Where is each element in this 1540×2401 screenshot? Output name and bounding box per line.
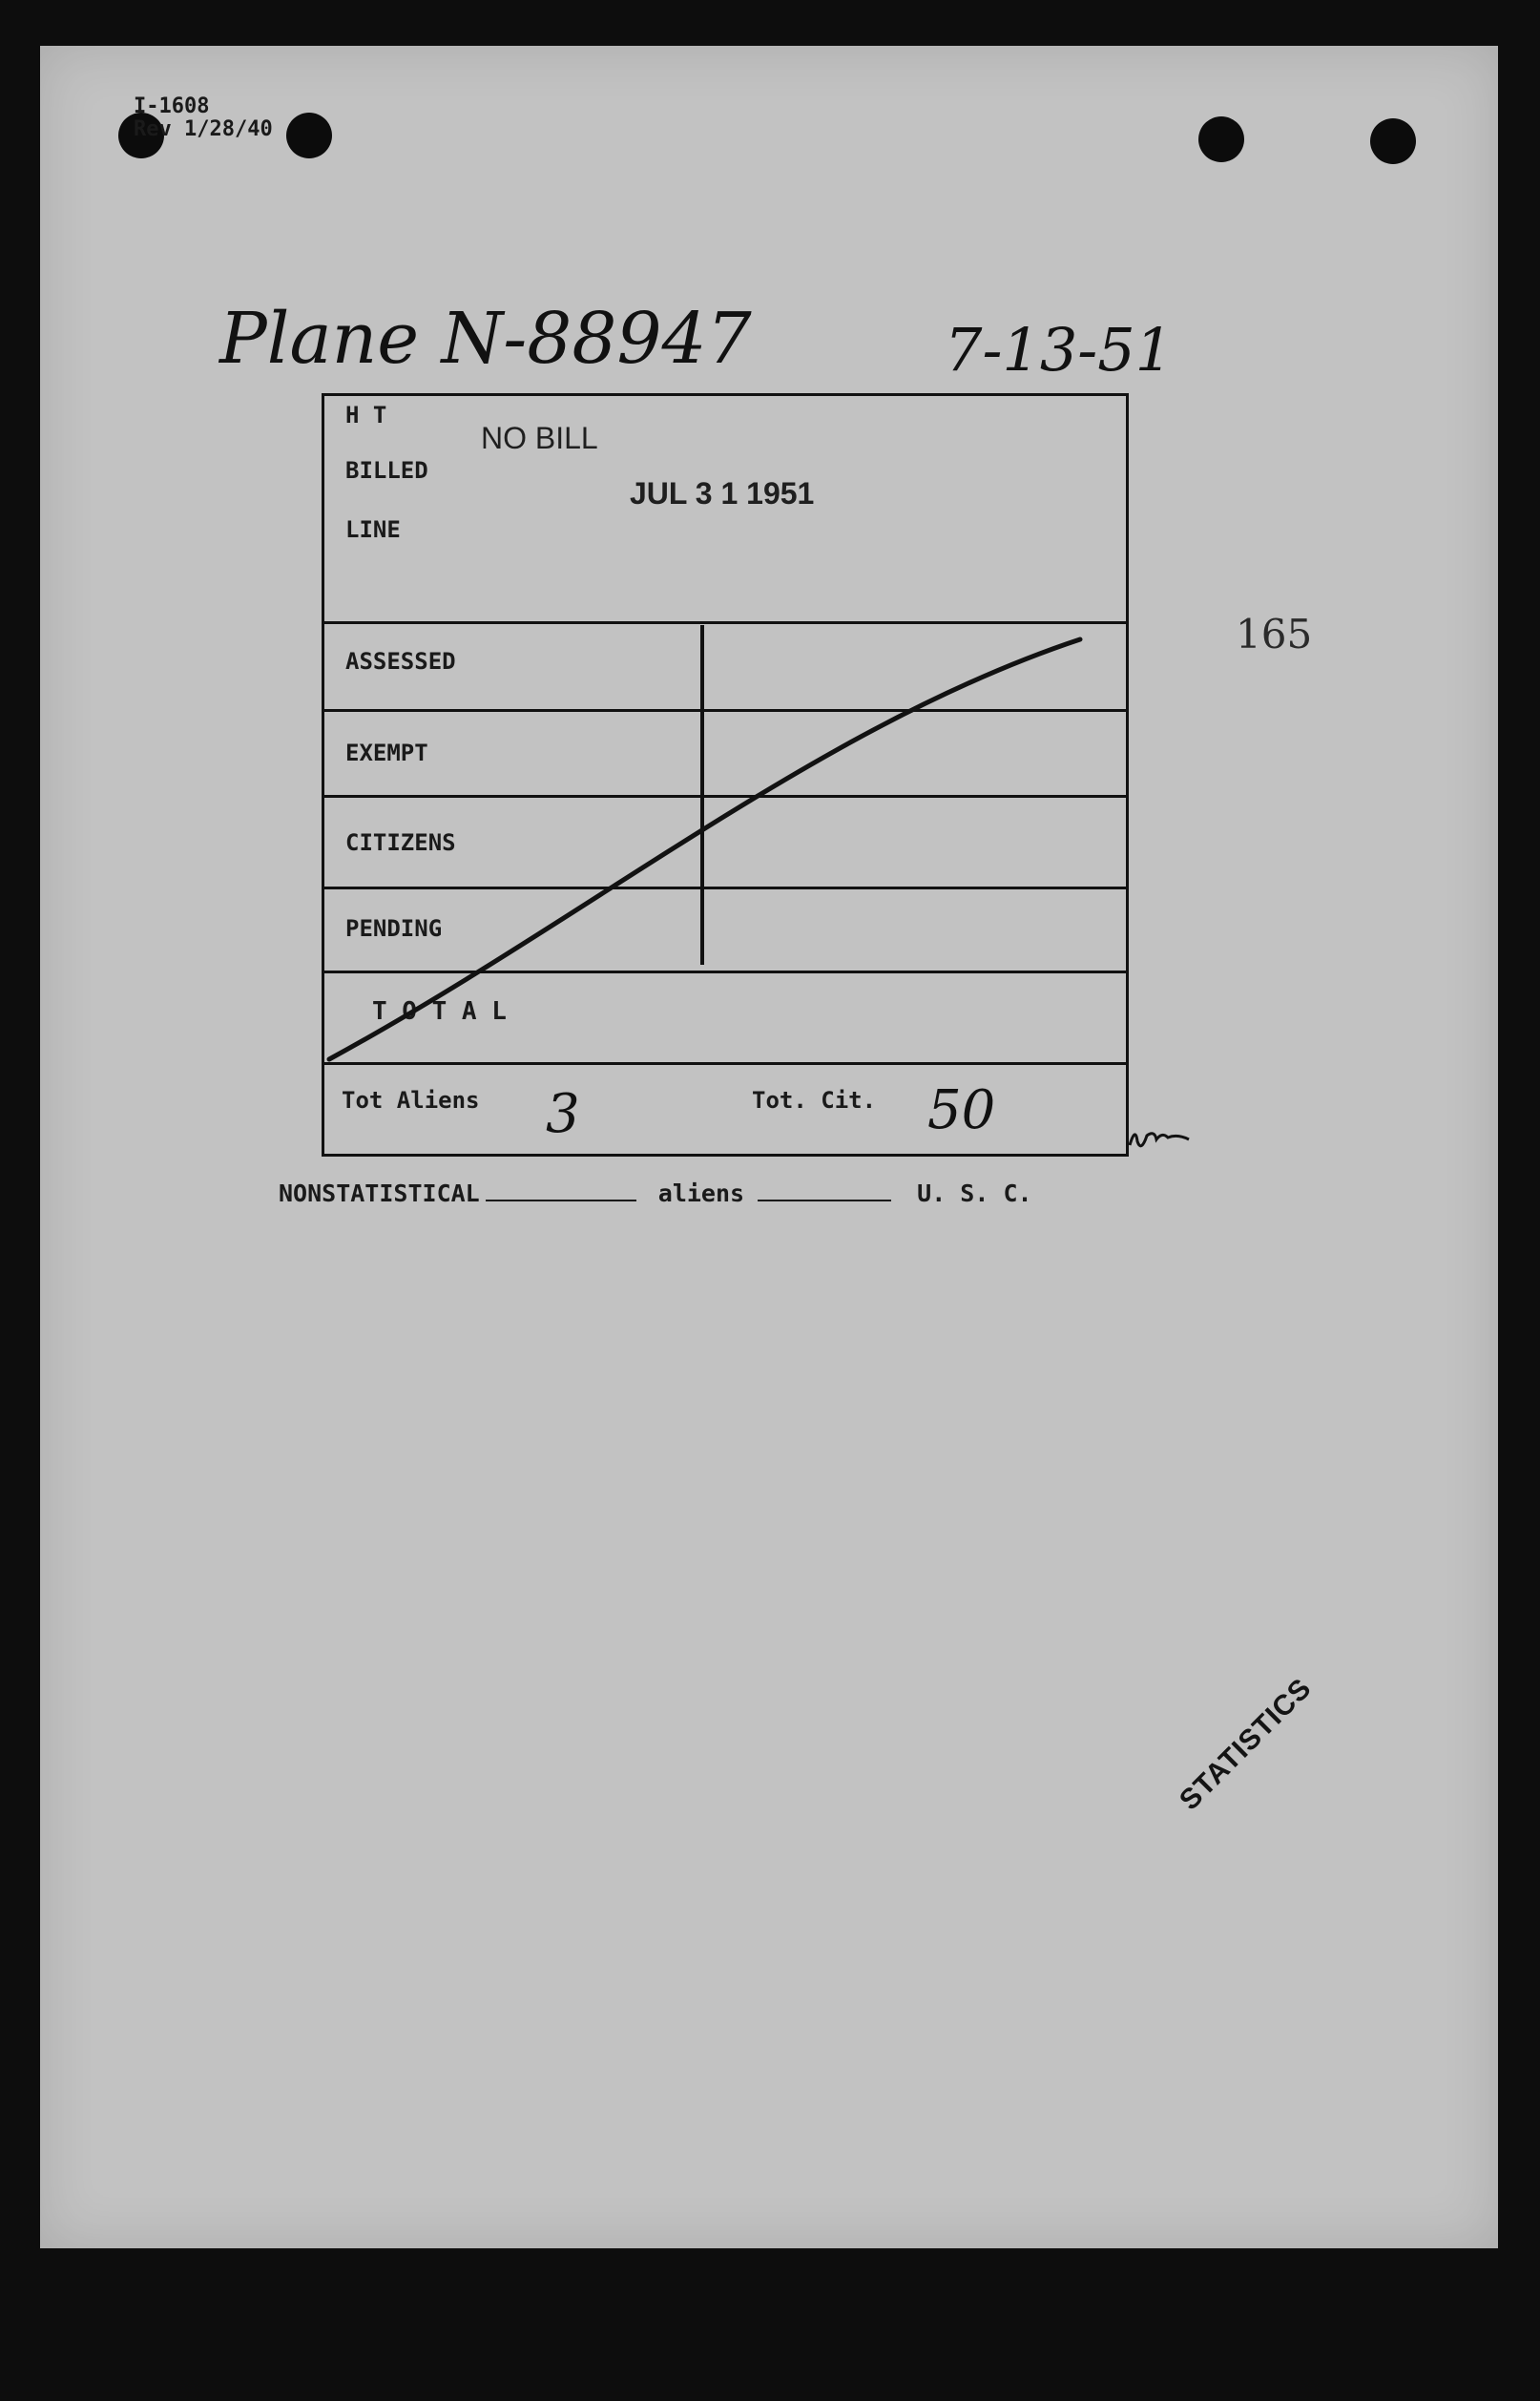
handwritten-title: Plane N-88947 — [219, 298, 752, 380]
tot-aliens-value: 3 — [546, 1083, 580, 1145]
date-stamp: JUL 3 1 1951 — [630, 476, 815, 511]
label-assessed: ASSESSED — [345, 648, 456, 675]
usc-label: U. S. C. — [917, 1180, 1032, 1207]
handwritten-date: 7-13-51 — [945, 315, 1174, 385]
label-tot-cit: Tot. Cit. — [752, 1087, 877, 1114]
label-tot-aliens: Tot Aliens — [342, 1087, 480, 1114]
no-bill-stamp: NO BILL — [481, 421, 598, 455]
label-ht: H T — [345, 402, 387, 428]
form-revision: Rev 1/28/40 — [134, 117, 273, 141]
label-exempt: EXEMPT — [345, 740, 428, 766]
label-citizens: CITIZENS — [345, 829, 456, 856]
blank-field — [758, 1200, 891, 1201]
blank-field — [486, 1200, 636, 1201]
label-total: T O T A L — [372, 997, 507, 1026]
aliens-label: aliens — [657, 1180, 745, 1207]
form-number: I-1608 — [134, 94, 210, 118]
nonstatistical-label: NONSTATISTICAL — [279, 1180, 480, 1207]
nonstatistical-line — [279, 1180, 1032, 1207]
initials — [1130, 1122, 1132, 1123]
label-line: LINE — [345, 516, 401, 543]
label-billed: BILLED — [345, 457, 428, 484]
statistics-stamp: STATISTICS — [1174, 1672, 1319, 1817]
page-number: 165 — [1236, 611, 1313, 658]
label-pending: PENDING — [345, 915, 443, 942]
tot-cit-value: 50 — [927, 1079, 996, 1141]
